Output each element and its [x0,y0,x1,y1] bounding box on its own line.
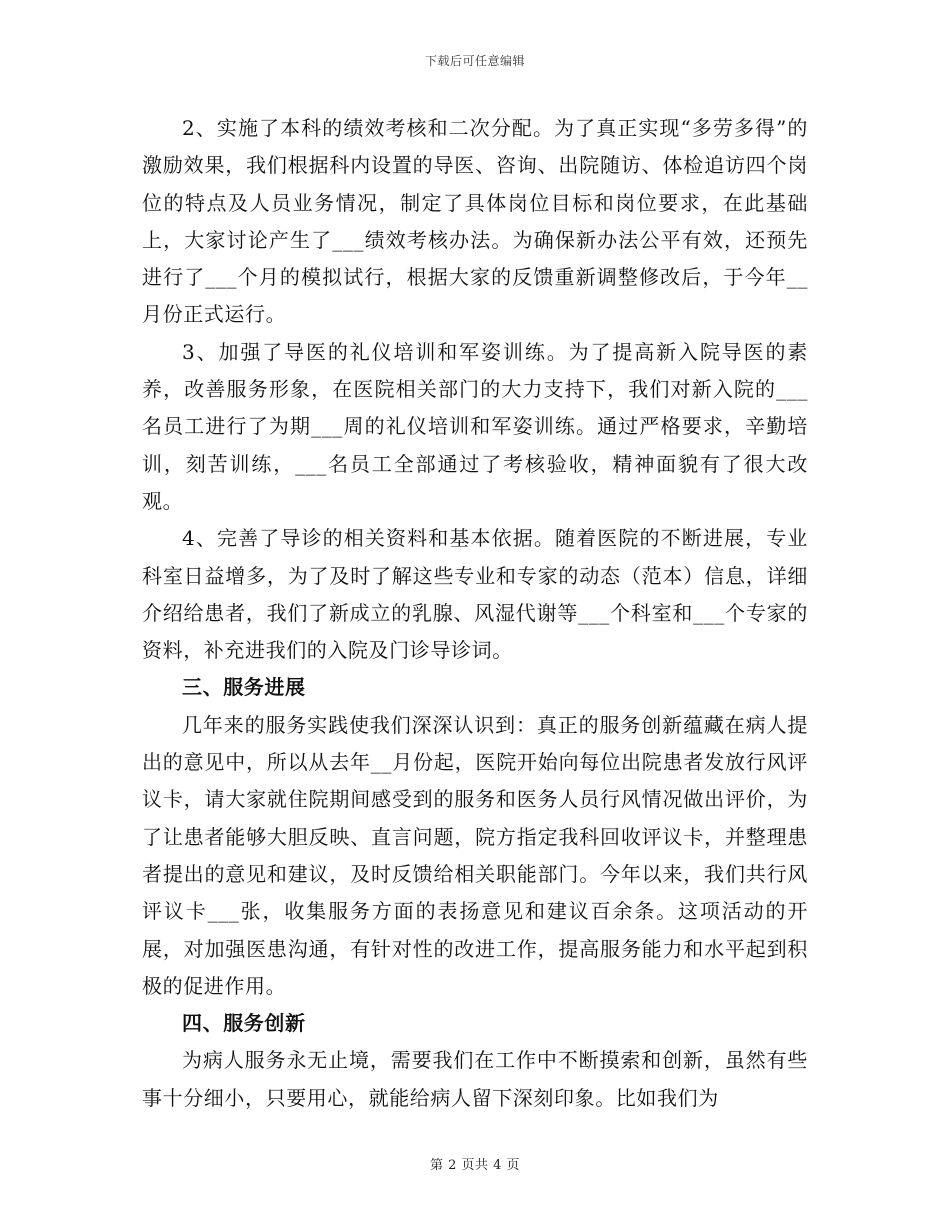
section-heading-service-progress: 三、服务进展 [182,675,306,700]
document-body [142,110,808,1117]
paragraph-guide-materials: 4、完善了导诊的相关资料和基本依据。随着医院的不断进展，专业科室日益增多，为了及时了解这些专业和专家的动态（范本）信息，详细介绍给患者，我们了新成立的乳腺、风湿代谢等___个科室和___个专家的资料，补充进我们的入院及门诊导诊词。 [142,526,808,663]
paragraph-performance-appraisal: 2、实施了本科的绩效考核和二次分配。为了真正实现“多劳多得”的激励效果，我们根据科内设置的导医、咨询、出院随访、体检追访四个岗位的特点及人员业务情况，制定了具体岗位目标和岗位要求，在此基础上，大家讨论产生了___绩效考核办法。为确保新办法公平有效，还预先进行了___个月的模拟试行，根据大家的反馈重新调整修改后，于今年__月份正式运行。 [142,116,808,327]
page-header: 下载后可任意编辑 [424,54,525,68]
paragraph-service-progress: 几年来的服务实践使我们深深认识到：真正的服务创新蕴藏在病人提出的意见中，所以从去年__月份起，医院开始向每位出院患者发放行风评议卡，请大家就住院期间感受到的服务和医务人员行风情况做出评价，为了让患者能够大胆反映、直言问题，院方指定我科回收评议卡，并整理患者提出的意见和建议，及时反馈给相关职能部门。今年以来，我们共行风评议卡___张，收集服务方面的表扬意见和建议百余条。这项活动的开展，对加强医患沟通，有针对性的改进工作，提高服务能力和水平起到积极的促进作用。 [142,712,808,998]
page-footer: 第 2 页共 4 页 [429,1158,521,1173]
section-heading-service-innovation: 四、服务创新 [182,1011,306,1036]
paragraph-etiquette-training: 3、加强了导医的礼仪培训和军姿训练。为了提高新入院导医的素养，改善服务形象，在医院相关部门的大力支持下，我们对新入院的___名员工进行了为期___周的礼仪培训和军姿训练。通过严格要求，辛勤培训，刻苦训练，___名员工全部通过了考核验收，精神面貌有了很大改观。 [142,339,808,513]
paragraph-service-innovation: 为病人服务永无止境，需要我们在工作中不断摸索和创新，虽然有些事十分细小，只要用心，就能给病人留下深刻印象。比如我们为 [142,1048,808,1110]
